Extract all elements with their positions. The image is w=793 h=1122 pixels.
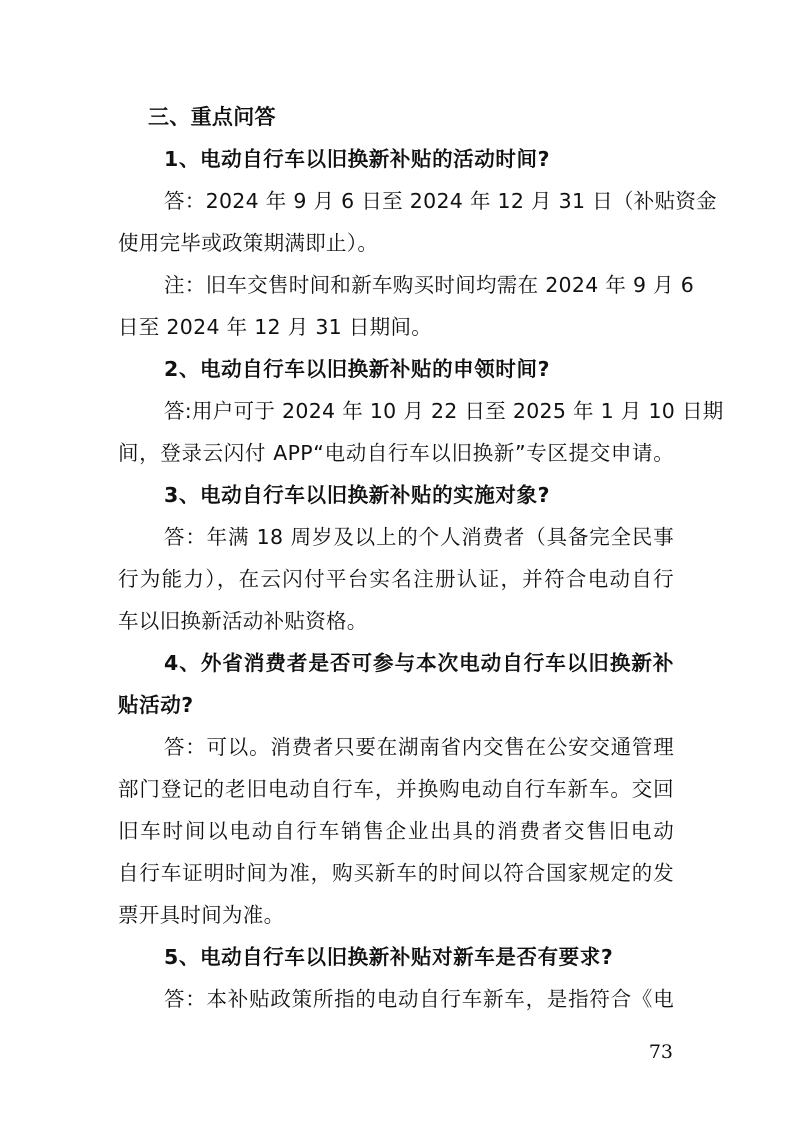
question-2: 2、电动自行车以旧换新补贴的申领时间? <box>164 357 551 381</box>
answer-3-line-1: 答：年满 18 周岁及以上的个人消费者（具备完全民事 <box>164 525 674 549</box>
note-1-line-2: 日至 2024 年 12 月 31 日期间。 <box>118 315 433 339</box>
question-4-line-1: 4、外省消费者是否可参与本次电动自行车以旧换新补 <box>164 651 674 675</box>
answer-3-line-3: 车以旧换新活动补贴资格。 <box>118 609 368 633</box>
answer-4-line-1: 答：可以。消费者只要在湖南省内交售在公安交通管理 <box>164 735 674 759</box>
answer-1-line-1: 答：2024 年 9 月 6 日至 2024 年 12 月 31 日（补贴资金 <box>164 189 717 213</box>
page-number: 73 <box>648 1041 673 1063</box>
question-4-line-2: 贴活动? <box>118 693 194 717</box>
answer-2-line-2: 间，登录云闪付 APP“电动自行车以旧换新”专区提交申请。 <box>118 441 674 465</box>
question-5: 5、电动自行车以旧换新补贴对新车是否有要求? <box>164 945 614 969</box>
question-1: 1、电动自行车以旧换新补贴的活动时间? <box>164 147 551 171</box>
answer-4-line-2: 部门登记的老旧电动自行车，并换购电动自行车新车。交回 <box>118 777 674 801</box>
answer-4-line-4: 自行车证明时间为准，购买新车的时间以符合国家规定的发 <box>118 861 674 885</box>
answer-3-line-2: 行为能力），在云闪付平台实名注册认证，并符合电动自行 <box>118 567 674 591</box>
answer-2-line-1: 答:用户可于 2024 年 10 月 22 日至 2025 年 1 月 10 日期 <box>164 399 724 423</box>
answer-4-line-5: 票开具时间为准。 <box>118 903 285 927</box>
note-1-line-1: 注：旧车交售时间和新车购买时间均需在 2024 年 9 月 6 <box>164 273 695 297</box>
answer-1-line-2: 使用完毕或政策期满即止）。 <box>118 231 379 255</box>
answer-4-line-3: 旧车时间以电动自行车销售企业出具的消费者交售旧电动 <box>118 819 674 843</box>
question-3: 3、电动自行车以旧换新补贴的实施对象? <box>164 483 551 507</box>
answer-5-line-1: 答：本补贴政策所指的电动自行车新车，是指符合《电 <box>164 987 674 1011</box>
section-title: 三、重点问答 <box>148 105 276 129</box>
